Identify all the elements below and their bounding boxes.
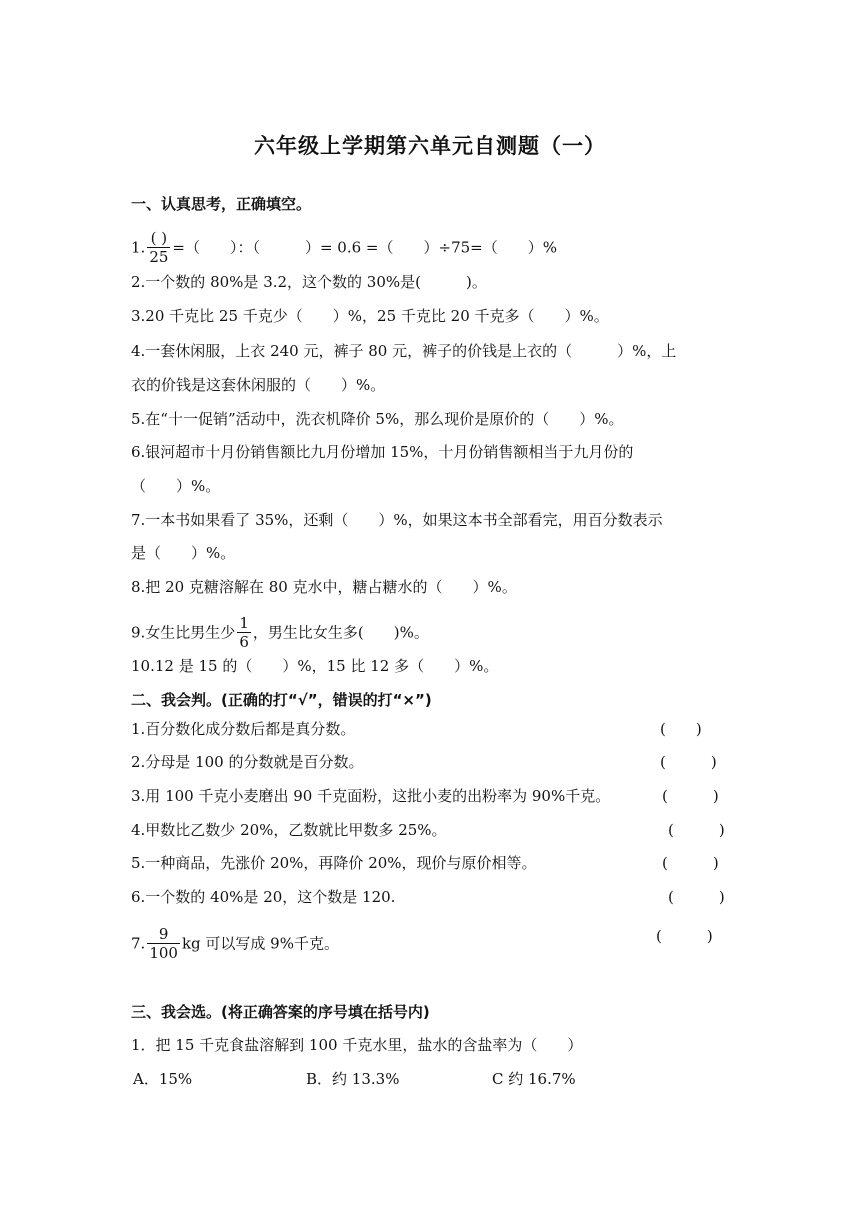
question-1-5: 5.在“十一促销”活动中，洗衣机降价 5%，那么现价是原价的（ ）%。	[131, 410, 624, 428]
section-2-heading: 二、我会判。(正确的打“√”，错误的打“×”)	[131, 691, 432, 709]
answer-paren: ( )	[668, 821, 725, 839]
fraction-denominator: 6	[239, 633, 249, 651]
judge-item-3: 3.用 100 千克小麦磨出 90 千克面粉，这批小麦的出粉率为 90%千克。	[131, 787, 611, 805]
q7-number: 7.	[131, 934, 146, 953]
q1-rest: =（ ）：（ ）= 0.6 =（ ）÷75=（ ）%	[172, 238, 557, 257]
section-1-heading: 一、认真思考，正确填空。	[131, 195, 312, 213]
answer-paren: ( )	[656, 927, 713, 945]
answer-paren: ( )	[662, 787, 719, 805]
fraction-denominator: 25	[149, 248, 169, 266]
judge-item-7	[131, 926, 339, 963]
fraction-numerator: 1	[239, 614, 249, 632]
q7-rest: kg 可以写成 9%千克。	[181, 934, 339, 953]
judge-item-4: 4.甲数比乙数少 20%，乙数就比甲数多 25%。	[131, 821, 447, 839]
fraction-numerator: ( )	[147, 229, 170, 248]
fraction-denominator: 100	[149, 944, 178, 962]
section-3-heading: 三、我会选。(将正确答案的序号填在括号内)	[131, 1003, 430, 1021]
fraction-numerator: 9	[147, 925, 180, 944]
answer-paren: ( )	[660, 720, 702, 738]
judge-item-2: 2.分母是 100 的分数就是百分数。	[131, 753, 364, 771]
q1-number: 1.	[131, 238, 146, 257]
q9-rest: ，男生比女生多( )%。	[252, 623, 429, 642]
question-1-1	[131, 230, 557, 267]
question-1-6-line-2: （ ）%。	[131, 477, 221, 495]
judge-item-1: 1.百分数化成分数后都是真分数。	[131, 720, 356, 738]
question-1-6-line-1: 6.银河超市十月份销售额比九月份增加 15%，十月份销售额相当于九月份的	[131, 443, 634, 461]
option-a: A．15%	[133, 1070, 193, 1088]
answer-paren: ( )	[660, 753, 717, 771]
question-1-7-line-2: 是（ ）%。	[131, 544, 236, 562]
answer-paren: ( )	[668, 888, 725, 906]
judge-item-5: 5.一种商品，先涨价 20%，再降价 20%，现价与原价相等。	[131, 854, 537, 872]
question-1-7-line-1: 7.一本书如果看了 35%，还剩（ ）%，如果这本书全部看完，用百分数表示	[131, 511, 663, 529]
question-1-10: 10.12 是 15 的（ ）%，15 比 12 多（ ）%。	[131, 657, 499, 675]
question-1-4-line-1: 4.一套休闲服，上衣 240 元，裤子 80 元，裤子的价钱是上衣的（ ）%，上	[131, 342, 677, 360]
question-1-3: 3.20 千克比 25 千克少（ ）%，25 千克比 20 千克多（ ）%。	[131, 307, 609, 325]
judge-item-6: 6.一个数的 40%是 20，这个数是 120.	[131, 888, 396, 906]
option-b: B．约 13.3%	[306, 1070, 400, 1088]
fraction	[237, 614, 251, 651]
choice-question-1: 1．把 15 千克食盐溶解到 100 千克水里，盐水的含盐率为（ ）	[131, 1036, 583, 1054]
question-1-8: 8.把 20 克糖溶解在 80 克水中，糖占糖水的（ ）%。	[131, 578, 517, 596]
answer-paren: ( )	[662, 854, 719, 872]
question-1-9	[131, 615, 429, 652]
question-1-4-line-2: 衣的价钱是这套休闲服的（ ）%。	[131, 376, 386, 394]
question-1-2: 2.一个数的 80%是 3.2，这个数的 30%是( )。	[131, 273, 487, 291]
page-title: 六年级上学期第六单元自测题（一）	[254, 134, 606, 158]
fraction	[147, 229, 170, 266]
option-c: C 约 16.7%	[492, 1070, 576, 1088]
q9-prefix: 9.女生比男生少	[131, 623, 236, 642]
fraction	[147, 925, 180, 962]
